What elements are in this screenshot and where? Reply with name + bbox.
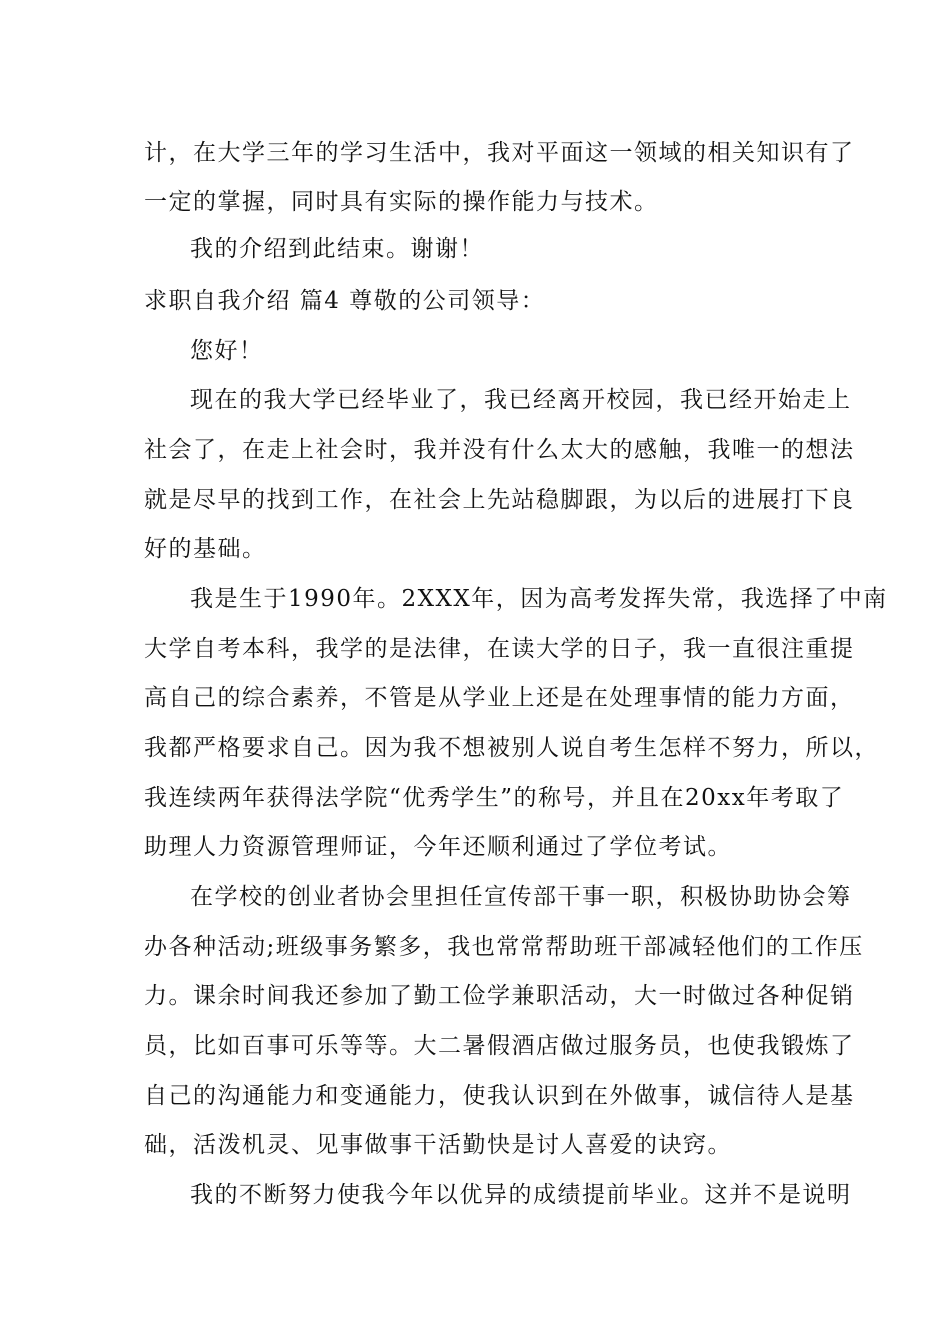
text-line: 力。课余时间我还参加了勤工俭学兼职活动，大一时做过各种促销 — [144, 983, 855, 1009]
text-line: 我连续两年获得法学院“优秀学生”的称号，并且在20xx年考取了 — [144, 785, 845, 811]
text-line: 一定的掌握，同时具有实际的操作能力与技术。 — [144, 189, 659, 215]
text-line: 我都严格要求自己。因为我不想被别人说自考生怎样不努力，所以， — [144, 735, 879, 761]
text-line: 高自己的综合素养，不管是从学业上还是在处理事情的能力方面， — [144, 685, 855, 711]
text-line: 我的介绍到此结束。谢谢！ — [190, 236, 484, 262]
text-line: 计，在大学三年的学习生活中，我对平面这一领域的相关知识有了 — [144, 140, 855, 166]
text-line: 助理人力资源管理师证，今年还顺利通过了学位考试。 — [144, 834, 732, 860]
text-line: 大学自考本科，我学的是法律，在读大学的日子，我一直很注重提 — [144, 636, 855, 662]
text-line: 我的不断努力使我今年以优异的成绩提前毕业。这并不是说明 — [190, 1182, 852, 1208]
text-line: 办各种活动;班级事务繁多，我也常常帮助班干部减轻他们的工作压 — [144, 934, 864, 960]
section-heading: 求职自我介绍 篇4 尊敬的公司领导： — [144, 288, 546, 314]
text-line: 社会了，在走上社会时，我并没有什么太大的感触，我唯一的想法 — [144, 437, 855, 463]
text-line: 就是尽早的找到工作，在社会上先站稳脚跟，为以后的进展打下良 — [144, 487, 855, 513]
text-line: 现在的我大学已经毕业了，我已经离开校园，我已经开始走上 — [190, 387, 852, 413]
text-line: 础，活泼机灵、见事做事干活勤快是讨人喜爱的诀窍。 — [144, 1132, 732, 1158]
text-line: 员，比如百事可乐等等。大二暑假酒店做过服务员，也使我锻炼了 — [144, 1033, 855, 1059]
greeting: 您好！ — [190, 338, 264, 364]
text-line: 自己的沟通能力和变通能力，使我认识到在外做事，诚信待人是基 — [144, 1083, 855, 1109]
text-line: 我是生于1990年。2XXX年，因为高考发挥失常，我选择了中南 — [190, 586, 888, 612]
text-line: 在学校的创业者协会里担任宣传部干事一职，积极协助协会筹 — [190, 884, 852, 910]
text-line: 好的基础。 — [144, 536, 267, 562]
